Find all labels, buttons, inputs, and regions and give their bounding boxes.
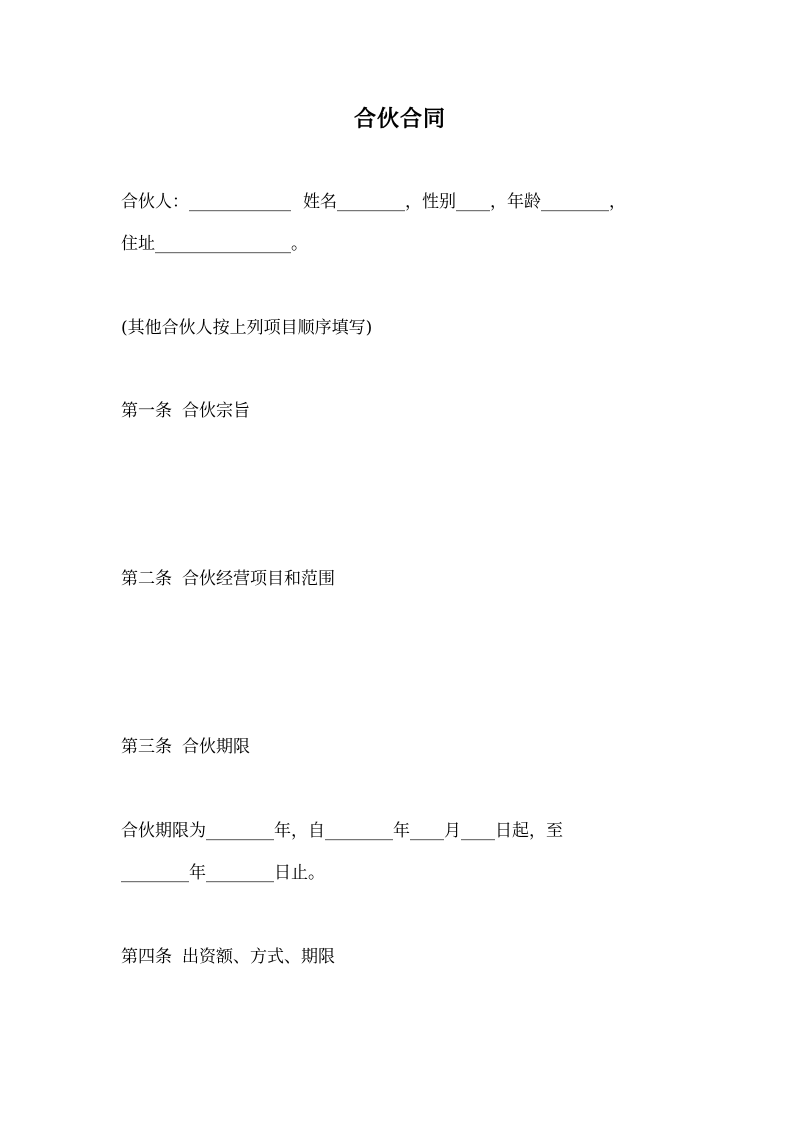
address-line — [121, 232, 308, 256]
gender-blank: ____ — [456, 192, 490, 212]
age-label: ，年龄 — [490, 192, 541, 212]
partner-blank: ____________ — [189, 192, 291, 212]
term-line-1: 合伙期限为________年，自________年____月____日起，至 — [121, 821, 563, 841]
name-label: 姓名 — [303, 192, 337, 212]
age-blank: ________ — [541, 192, 609, 212]
article-1-heading — [121, 399, 250, 423]
gender-label: ，性别 — [405, 192, 456, 212]
article-4-title: 出资额、方式、期限 — [182, 947, 335, 967]
period: 。 — [291, 234, 308, 254]
name-blank: ________ — [337, 192, 405, 212]
comma: ， — [609, 192, 626, 212]
article-2-number: 第二条 — [121, 569, 172, 589]
article-4-heading — [121, 945, 335, 969]
article-3-title: 合伙期限 — [182, 737, 250, 757]
article-4-number: 第四条 — [121, 947, 172, 967]
article-1-number: 第一条 — [121, 401, 172, 421]
address-blank: ________________ — [155, 234, 291, 254]
term-line-2: ________年________日止。 — [121, 863, 325, 883]
document-title: 合伙合同 — [353, 106, 446, 132]
partner-info-line — [121, 190, 626, 214]
partner-label: 合伙人： — [121, 192, 189, 212]
article-3-heading — [121, 735, 250, 759]
address-label: 住址 — [121, 234, 155, 254]
fill-note: (其他合伙人按上列项目顺序填写) — [121, 318, 373, 338]
article-1-title: 合伙宗旨 — [182, 401, 250, 421]
article-2-heading — [121, 567, 335, 591]
article-3-number: 第三条 — [121, 737, 172, 757]
article-2-title: 合伙经营项目和范围 — [182, 569, 335, 589]
